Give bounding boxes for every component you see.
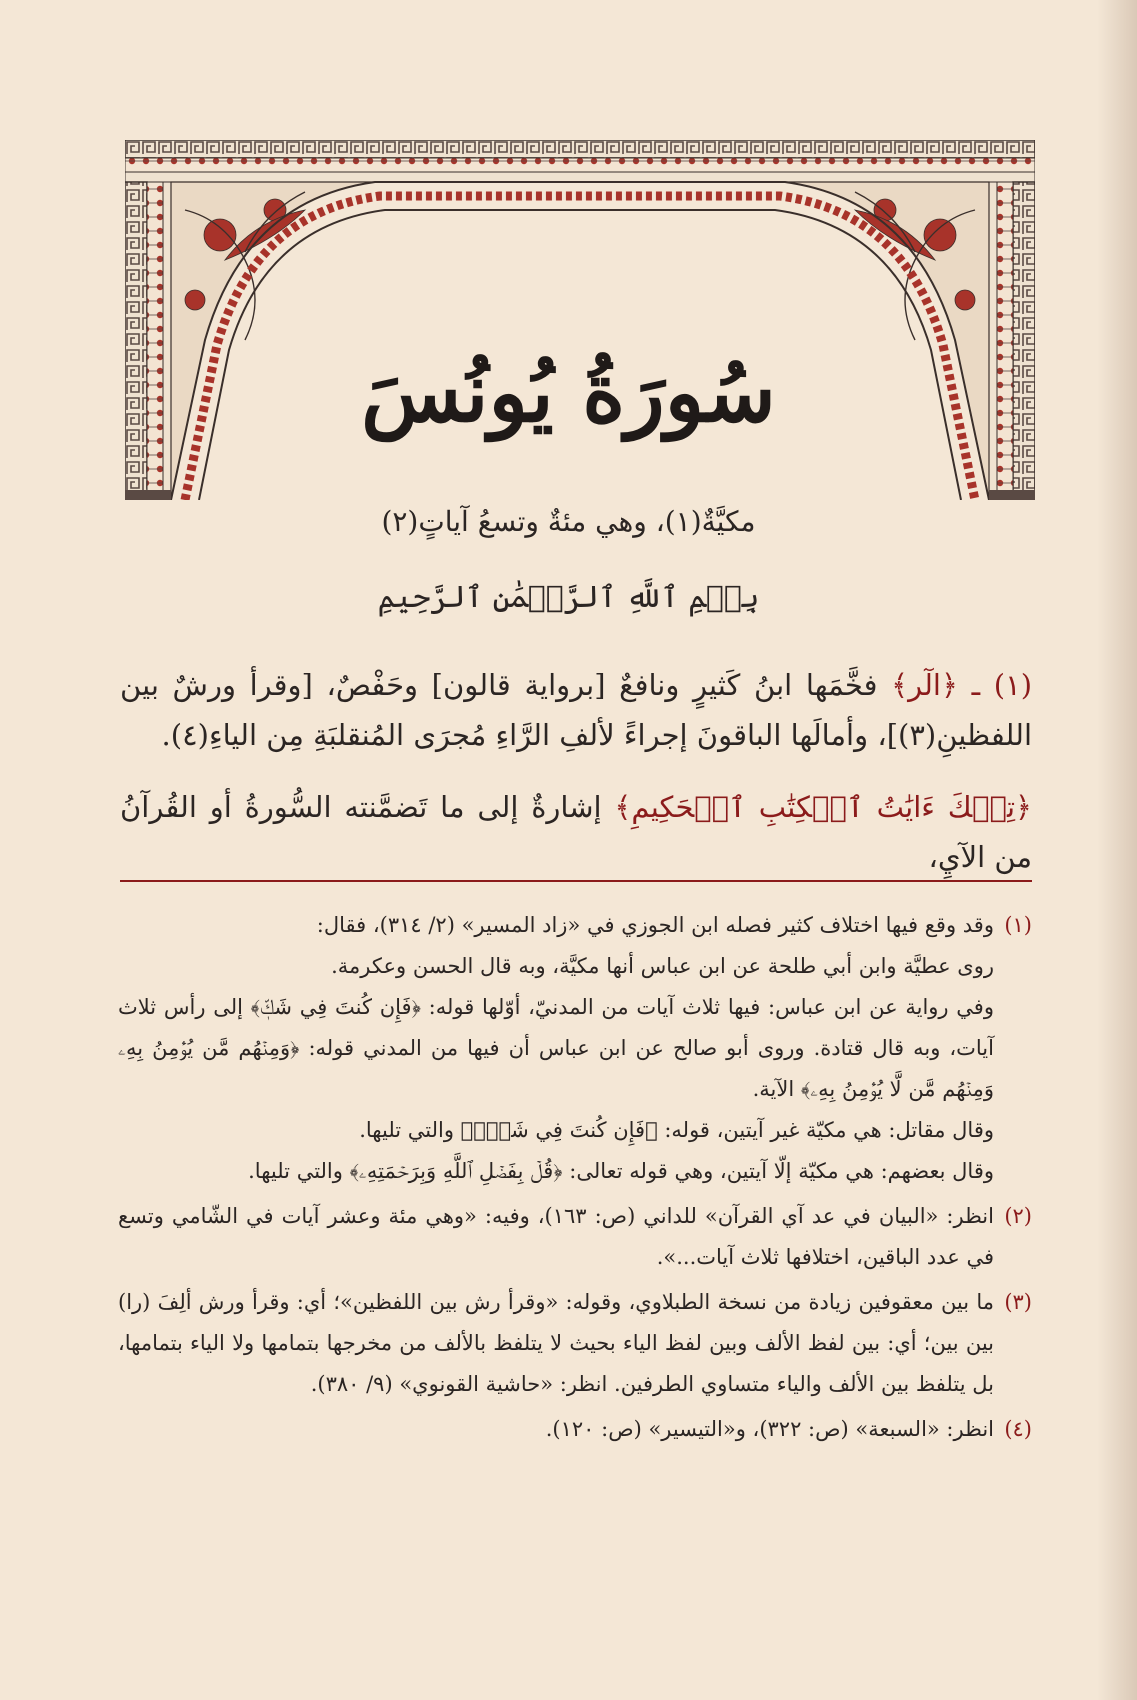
footnote-line: انظر: «البيان في عد آي القرآن» للداني (ص: ١٦٣)، وفيه: «وهي مئة وعشر آيات في الشّامي وتسع في عدد الباقين، اختلافها ثلاث آيات...». bbox=[118, 1204, 994, 1269]
ayah-quote: (١) ـ ﴿الٓر﴾ bbox=[891, 668, 1033, 702]
footnote-number: (٤) bbox=[1004, 1417, 1032, 1441]
ayah-quote: ﴿تِلۡكَ ءَايَٰتُ ٱلۡكِتَٰبِ ٱلۡحَكِيمِ﴾ bbox=[614, 790, 1033, 824]
footnote-body bbox=[118, 1282, 994, 1405]
commentary-paragraph bbox=[120, 660, 1032, 760]
footnote-line: وقال مقاتل: هي مكيّة غير آيتين، قوله: ﴿فَإِن كُنتَ فِي شَكّٖ﴾ والتي تليها. bbox=[359, 1118, 994, 1142]
page-edge-shadow bbox=[1097, 0, 1137, 1700]
footnote-body bbox=[118, 1196, 994, 1278]
footnote-divider bbox=[120, 880, 1032, 882]
commentary-text: إشارةٌ إلى ما تَضمَّنته السُّورةُ أو القُرآنُ من الآيِ، bbox=[120, 790, 1032, 874]
footnote-body bbox=[118, 905, 994, 1192]
footnotes bbox=[118, 905, 1032, 1454]
footnote-line: ما بين معقوفين زيادة من نسخة الطبلاوي، وقوله: «وقرأ رش بين اللفظين»؛ أي: وقرأ ورش ألِفَ (را) بين بين؛ أي: بين لفظ الألف وبين لفظ الياء بحيث لا يتلفظ بالألف من مخرجها بتمامها ولا الياء بتمامها، بل يتلفظ بين الألف والياء متساوي الطرفين. انظر: «حاشية القونوي» (٩/ ٣٨٠). bbox=[118, 1290, 994, 1396]
footnote-line: وفي رواية عن ابن عباس: فيها ثلاث آيات من المدنيّ، أوّلها قوله: ﴿فَإِن كُنتَ فِي شَكّٖ﴾ إلى رأس ثلاث آيات، وبه قال قتادة. وروى أبو صالح عن ابن عباس أن فيها من المدني قوله: ﴿وَمِنۡهُم مَّن يُؤۡمِنُ بِهِۦ وَمِنۡهُم مَّن لَّا يُؤۡمِنُ بِهِۦ﴾ الآية. bbox=[118, 995, 994, 1101]
basmala: بِسۡمِ ٱللَّهِ ٱلرَّحۡمَٰنِ ٱلرَّحِيمِ bbox=[377, 580, 760, 615]
footnote-number: (٢) bbox=[1004, 1204, 1032, 1228]
footnote-line: انظر: «السبعة» (ص: ٣٢٢)، و«التيسير» (ص: ١٢٠). bbox=[545, 1417, 994, 1441]
footnote-line: روى عطيَّة وابن أبي طلحة عن ابن عباس أنها مكيَّة، وبه قال الحسن وعكرمة. bbox=[331, 954, 994, 978]
commentary-paragraph bbox=[120, 782, 1032, 882]
footnote-line: وقد وقع فيها اختلاف كثير فصله ابن الجوزي في «زاد المسير» (٢/ ٣١٤)، فقال: bbox=[316, 913, 994, 937]
surah-title: سُورَةُ يُونُسَ bbox=[361, 345, 776, 441]
footnote-4 bbox=[118, 1409, 1032, 1450]
footnote-number: (١) bbox=[1004, 913, 1032, 937]
surah-intro: مكيَّةٌ(١)، وهي مئةٌ وتسعُ آياتٍ(٢) bbox=[381, 505, 756, 538]
footnote-3 bbox=[118, 1282, 1032, 1405]
footnote-1 bbox=[118, 905, 1032, 1192]
footnote-number: (٣) bbox=[1004, 1290, 1032, 1314]
commentary-text: فخَّمَها ابنُ كَثيرٍ ونافعٌ [برواية قالون] وحَفْصٌ، [وقرأ ورشٌ بين اللفظينِ(٣)]، وأمالَها الباقونَ إجراءً لألفِ الرَّاءِ مُجرَى المُنقلبَةِ مِن الياءِ(٤). bbox=[120, 668, 1032, 752]
footnote-2 bbox=[118, 1196, 1032, 1278]
footnote-line: وقال بعضهم: هي مكيّة إلّا آيتين، وهي قوله تعالى: ﴿قُلۡ بِفَضۡلِ ٱللَّهِ وَبِرَحۡمَتِهِۦ﴾ والتي تليها. bbox=[248, 1159, 994, 1183]
ornament-svg bbox=[125, 140, 1035, 500]
main-commentary bbox=[120, 660, 1032, 904]
footnote-body bbox=[118, 1409, 994, 1450]
ornamental-header-frame bbox=[125, 140, 1035, 500]
